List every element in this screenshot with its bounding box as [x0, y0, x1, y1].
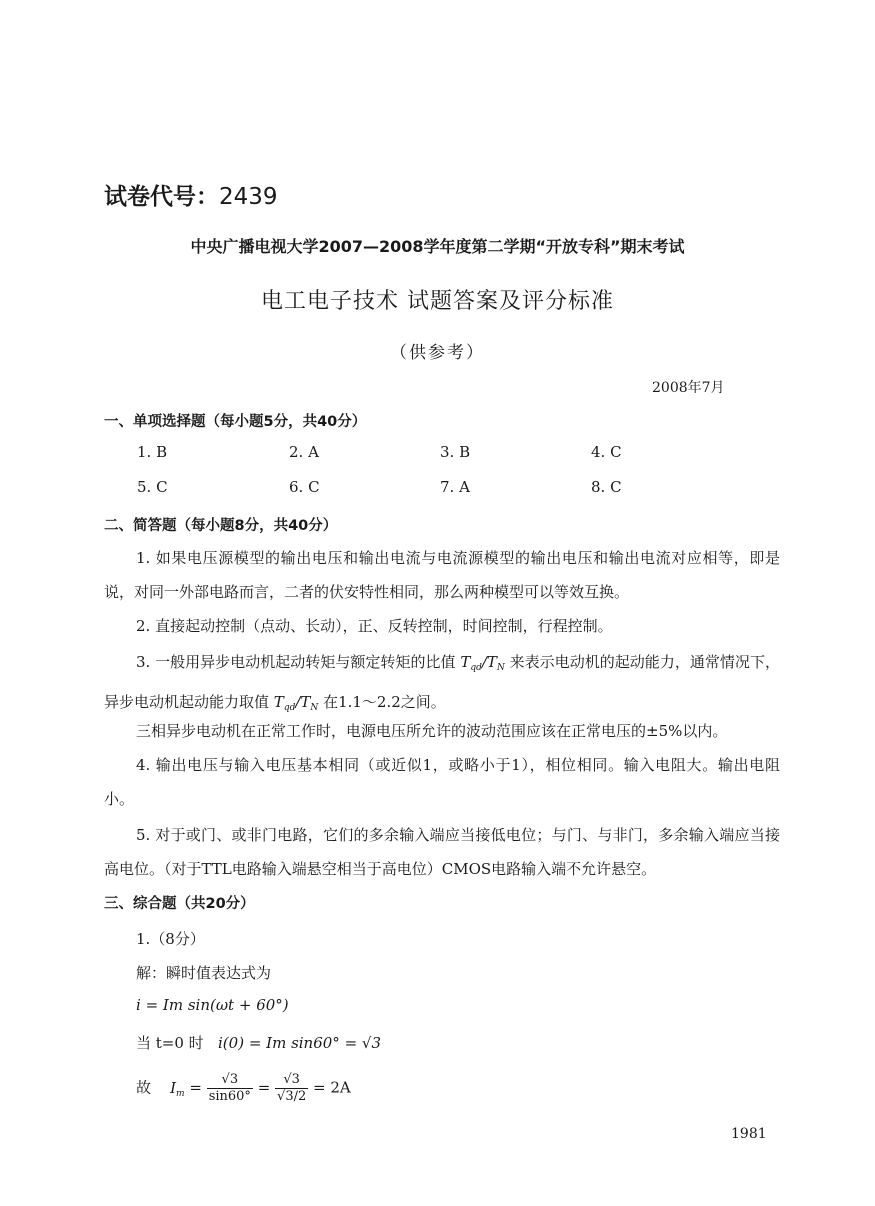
equation-2: 当 t=0 时 i(0) = Im sin60° = √3	[136, 1034, 382, 1052]
answer-grid	[137, 443, 637, 513]
answer-item: 5. C	[137, 478, 168, 496]
page-number: 1981	[731, 1126, 767, 1142]
section-heading-1: 一、单项选择题（每小题5分，共40分）	[104, 414, 367, 430]
answer-item: 8. C	[591, 478, 622, 496]
page-subtitle: （供参考）	[390, 343, 485, 363]
ratio-formula: $T_{qd}/T_N$	[460, 653, 505, 673]
answer-paragraph-5: 5. 对于或门、或非门电路，它们的多余输入端应当接低电位；与门、与非门，多余输入端应当接高电位。（对于TTL电路输入端悬空相当于高电位）CMOS电路输入端不允许悬空。	[104, 826, 780, 878]
answer-item: 7. A	[440, 478, 470, 496]
section-heading-2: 二、简答题（每小题8分，共40分）	[104, 518, 338, 534]
current-symbol: $I_m$	[170, 1078, 185, 1099]
answer-paragraph-3: 3. 一般用异步电动机起动转矩与额定转矩的比值 $T_{qd}/T_N$ 来表示电动机的起动能力，通常情况下，异步电动机起动能力取值 $T_{qd}/T_N$ 在1.1～2.2之间。	[104, 653, 780, 713]
fraction: $\frac{√3}{√3/2}$	[277, 1072, 307, 1104]
equation-3: 故 $I_m$ = $\frac{√3}{\sin 60^\circ}$ = $\frac{√3}{√3/2}$ = 2A	[136, 1072, 351, 1104]
exam-date: 2008年7月	[652, 380, 725, 396]
question-label: 1.（8分）	[136, 930, 205, 948]
exam-header: 中央广播电视大学2007—2008学年度第二学期“开放专科”期末考试	[190, 237, 685, 256]
answer-item: 1. B	[137, 443, 168, 461]
answer-paragraph-3-extra: 三相异步电动机在正常工作时，电源电压所允许的波动范围应该在正常电压的±5%以内。	[136, 722, 728, 740]
equation-1: i = Im sin(ωt + 60°)	[136, 996, 289, 1014]
answer-item: 4. C	[591, 443, 622, 461]
fraction: $\frac{√3}{\sin 60^\circ}$	[208, 1072, 251, 1104]
answer-paragraph-4: 4. 输出电压与输入电压基本相同（或近似1，或略小于1），相位相同。输入电阻大。输出电阻小。	[104, 756, 780, 808]
page-title: 电工电子技术 试题答案及评分标准	[261, 289, 614, 314]
answer-item: 2. A	[289, 443, 319, 461]
answer-paragraph-1: 1. 如果电压源模型的输出电压和输出电流与电流源模型的输出电压和输出电流对应相等，即是说，对同一外部电路而言，二者的伏安特性相同，那么两种模型可以等效互换。	[104, 549, 780, 601]
section-heading-3: 三、综合题（共20分）	[104, 896, 255, 912]
solution-intro: 解：瞬时值表达式为	[136, 964, 272, 982]
paper-code: 试卷代号：2439	[104, 184, 278, 210]
answer-row	[137, 443, 637, 478]
answer-paragraph-2: 2. 直接起动控制（点动、长动），正、反转控制，时间控制，行程控制。	[136, 617, 613, 635]
answer-item: 6. C	[289, 478, 320, 496]
ratio-formula: $T_{qd}/T_N$	[273, 693, 319, 713]
answer-row	[137, 478, 637, 513]
answer-item: 3. B	[440, 443, 471, 461]
